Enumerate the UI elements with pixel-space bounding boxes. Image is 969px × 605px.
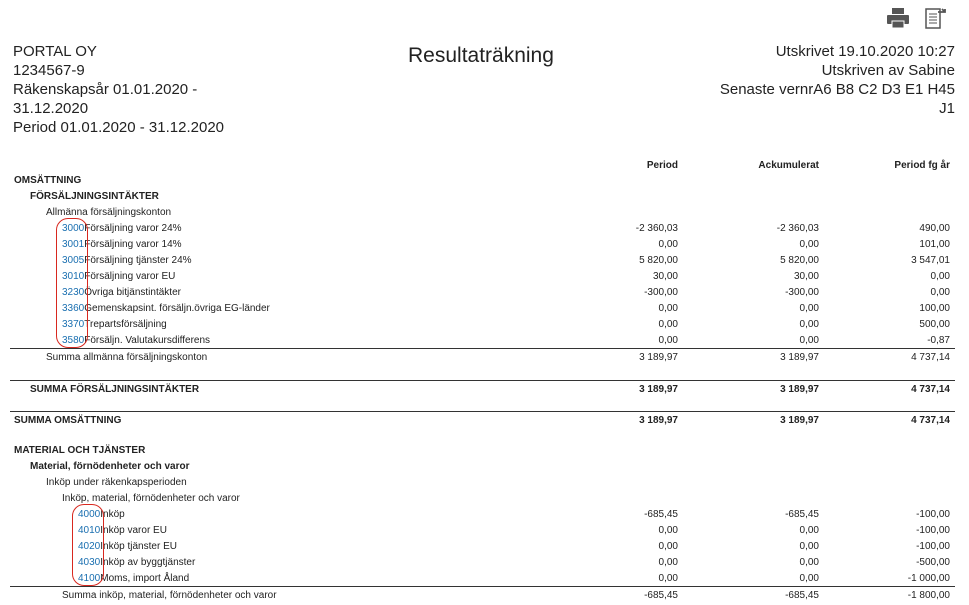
accumulated-value: 0,00: [799, 335, 819, 346]
period-value: 0,00: [658, 541, 678, 552]
page-title: Resultaträkning: [408, 44, 554, 67]
account-name: Försäljning varor EU: [84, 271, 176, 282]
divider: [10, 348, 955, 349]
period-value: 0,00: [658, 557, 678, 568]
row-label: Allmänna försäljningskonton: [46, 207, 172, 218]
highlight-outline: [72, 504, 104, 586]
account-name: Försäljning tjänster 24%: [84, 255, 192, 266]
account-name: Inköp varor EU: [100, 525, 167, 536]
accumulated-value: -300,00: [785, 287, 819, 298]
account-row: [0, 539, 969, 555]
period-value: 0,00: [658, 335, 678, 346]
prev-year-value: -0,87: [927, 335, 950, 346]
row-label: Inköp, material, förnödenheter och varor: [62, 493, 240, 504]
section-heading: [0, 173, 969, 189]
accumulated-value: 3 189,97: [780, 415, 819, 426]
accumulated-value: 0,00: [799, 557, 819, 568]
period-value: 0,00: [658, 573, 678, 584]
printer-icon: [886, 7, 910, 29]
row-label: MATERIAL OCH TJÄNSTER: [14, 445, 146, 456]
account-name: Övriga bitjänstintäkter: [84, 287, 181, 298]
account-name: Inköp tjänster EU: [100, 541, 177, 552]
export-icon: [924, 6, 948, 30]
account-row: [0, 301, 969, 317]
prev-year-value: 3 547,01: [911, 255, 950, 266]
fiscal-year-end: 31.12.2020: [13, 100, 89, 117]
subgroup-heading: [0, 491, 969, 507]
version-info-cont: J1: [939, 100, 955, 117]
account-link[interactable]: 3000: [62, 223, 85, 234]
prev-year-value: 4 737,14: [911, 415, 950, 426]
fiscal-year: Räkenskapsår 01.01.2020 -: [13, 81, 198, 98]
account-row: [0, 523, 969, 539]
account-name: Inköp: [100, 509, 125, 520]
prev-year-value: -100,00: [916, 509, 950, 520]
account-row: [0, 507, 969, 523]
group-heading: [0, 189, 969, 205]
accumulated-value: 0,00: [799, 319, 819, 330]
account-row: [0, 237, 969, 253]
subtotal-row: [0, 350, 969, 366]
toolbar: [885, 6, 949, 30]
export-button[interactable]: [923, 6, 949, 30]
accumulated-value: -685,45: [785, 590, 819, 601]
account-link[interactable]: 4100: [78, 573, 101, 584]
account-row: [0, 333, 969, 349]
period-value: -300,00: [644, 287, 678, 298]
row-label: Summa inköp, material, förnödenheter och varor: [62, 590, 277, 601]
account-link[interactable]: 3360: [62, 303, 85, 314]
subgroup-heading: [0, 205, 969, 221]
highlight-outline: [56, 218, 88, 348]
accumulated-value: -2 360,03: [776, 223, 819, 234]
prev-year-value: -1 000,00: [907, 573, 950, 584]
account-link[interactable]: 3005: [62, 255, 85, 266]
prev-year-value: 101,00: [919, 239, 950, 250]
account-row: [0, 285, 969, 301]
prev-year-value: -100,00: [916, 541, 950, 552]
business-id: 1234567-9: [13, 62, 85, 79]
accumulated-value: 0,00: [799, 573, 819, 584]
print-info: [720, 42, 955, 118]
accumulated-value: 30,00: [793, 271, 819, 282]
divider: [10, 586, 955, 587]
section-heading: [0, 443, 969, 459]
prev-year-value: 0,00: [930, 271, 950, 282]
print-button[interactable]: [885, 6, 911, 30]
prev-year-value: -500,00: [916, 557, 950, 568]
prev-year-value: 100,00: [919, 303, 950, 314]
total-row: [0, 413, 969, 429]
row-label: Inköp under räkenkapsperioden: [46, 477, 187, 488]
period-value: -2 360,03: [635, 223, 678, 234]
report-period: Period 01.01.2020 - 31.12.2020: [13, 119, 225, 136]
period-value: -685,45: [644, 590, 678, 601]
account-name: Försäljn. Valutakursdifferens: [84, 335, 211, 346]
group-heading: [0, 459, 969, 475]
row-label: SUMMA FÖRSÄLJNINGSINTÄKTER: [30, 384, 200, 395]
account-link[interactable]: 3230: [62, 287, 85, 298]
accumulated-value: 5 820,00: [780, 255, 819, 266]
account-link[interactable]: 3001: [62, 239, 85, 250]
col-period: Period: [646, 160, 678, 171]
version-info: Senaste vernrA6 B8 C2 D3 E1 H45: [719, 81, 955, 98]
account-link[interactable]: 4000: [78, 509, 101, 520]
period-value: 3 189,97: [639, 415, 678, 426]
accumulated-value: 0,00: [799, 525, 819, 536]
accumulated-value: 0,00: [799, 303, 819, 314]
period-value: 0,00: [658, 525, 678, 536]
company-name: PORTAL OY: [13, 43, 97, 60]
subgroup-heading: [0, 475, 969, 491]
divider: [10, 411, 955, 412]
prev-year-value: -1 800,00: [907, 590, 950, 601]
account-name: Inköp av byggtjänster: [100, 557, 196, 568]
account-link[interactable]: 4030: [78, 557, 101, 568]
period-value: 0,00: [658, 239, 678, 250]
prev-year-value: 4 737,14: [911, 384, 950, 395]
period-value: 3 189,97: [639, 352, 678, 363]
account-link[interactable]: 4020: [78, 541, 101, 552]
accumulated-value: 3 189,97: [780, 352, 819, 363]
col-accumulated: Ackumulerat: [758, 160, 819, 171]
account-row: [0, 317, 969, 333]
row-label: Material, förnödenheter och varor: [30, 461, 190, 472]
divider: [10, 380, 955, 381]
accumulated-value: -685,45: [785, 509, 819, 520]
row-label: FÖRSÄLJNINGSINTÄKTER: [30, 191, 159, 202]
prev-year-value: -100,00: [916, 525, 950, 536]
period-value: 0,00: [658, 303, 678, 314]
account-name: Gemenskapsint. försäljn.övriga EG-länder: [84, 303, 270, 314]
row-label: SUMMA OMSÄTTNING: [14, 415, 122, 426]
prev-year-value: 500,00: [919, 319, 950, 330]
account-name: Försäljning varor 24%: [84, 223, 182, 234]
period-value: 5 820,00: [639, 255, 678, 266]
account-link[interactable]: 3010: [62, 271, 85, 282]
subtotal-row: [0, 588, 969, 604]
account-row: [0, 269, 969, 285]
account-link[interactable]: 4010: [78, 525, 101, 536]
prev-year-value: 0,00: [930, 287, 950, 298]
period-value: -685,45: [644, 509, 678, 520]
account-name: Moms, import Åland: [100, 573, 190, 584]
prev-year-value: 4 737,14: [911, 352, 950, 363]
accumulated-value: 0,00: [799, 239, 819, 250]
accumulated-value: 3 189,97: [780, 384, 819, 395]
account-row: [0, 555, 969, 571]
accumulated-value: 0,00: [799, 541, 819, 552]
period-value: 30,00: [652, 271, 678, 282]
account-row: [0, 221, 969, 237]
prev-year-value: 490,00: [919, 223, 950, 234]
col-prev-year: Period fg år: [894, 160, 950, 171]
account-row: [0, 571, 969, 587]
period-value: 3 189,97: [639, 384, 678, 395]
row-label: Summa allmänna försäljningskonton: [46, 352, 208, 363]
account-link[interactable]: 3580: [62, 335, 85, 346]
account-link[interactable]: 3370: [62, 319, 85, 330]
account-row: [0, 253, 969, 269]
row-label: OMSÄTTNING: [14, 175, 82, 186]
total-row: [0, 382, 969, 398]
printed-date: Utskrivet 19.10.2020 10:27: [775, 43, 955, 60]
account-name: Försäljning varor 14%: [84, 239, 182, 250]
period-value: 0,00: [658, 319, 678, 330]
printed-by: Utskriven av Sabine: [821, 62, 955, 79]
company-block: [13, 42, 224, 137]
account-name: Trepartsförsäljning: [84, 319, 167, 330]
